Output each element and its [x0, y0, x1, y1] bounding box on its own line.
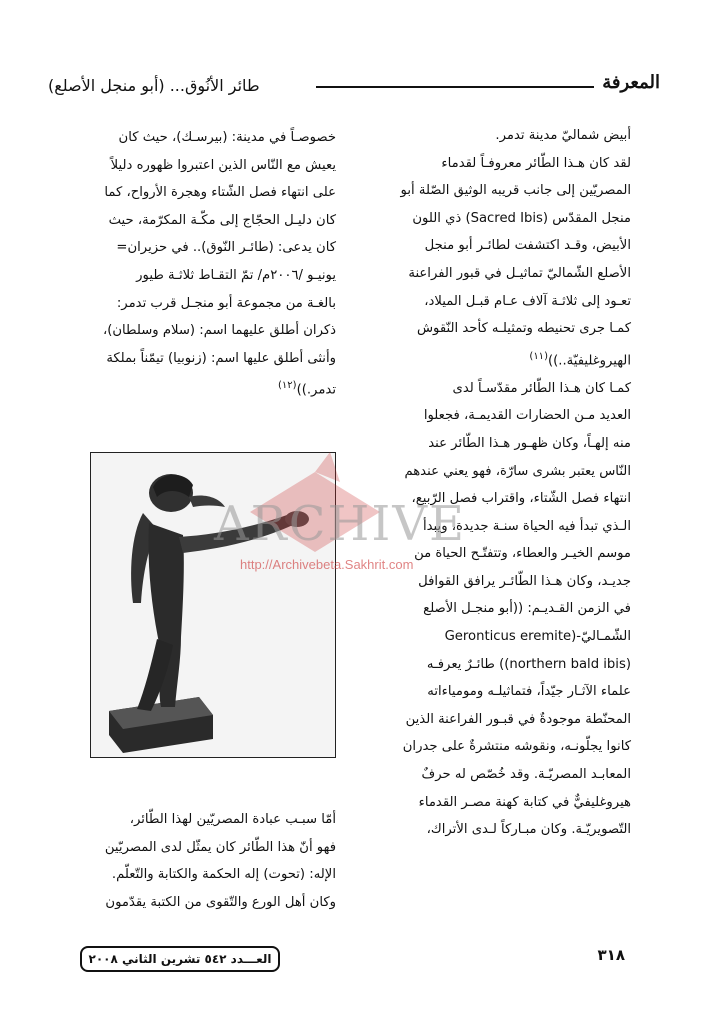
text-line: التّصويريّـة. وكان مبـاركاً لـدى الأتراك، [426, 822, 631, 838]
archive-watermark-url: http://Archivebeta.Sakhrit.com [240, 557, 414, 572]
text-line: يعيش مع النّاس الذين اعتبروا ظهوره دليلاً [110, 157, 336, 173]
text-line: لقد كان هـذا الطّائر معروفـاً لقدماء [441, 155, 631, 171]
text-line [393, 343, 631, 375]
text-line: انتهاء فصل الشّتاء، واقتراب فصل الرّبيع، [411, 491, 631, 507]
article-running-title: طائر الأنُوق... (أبو منجل الأصلع) [48, 76, 260, 95]
text-line: الأبيض، وقـد اكتشفت لطائـر أبو منجل [424, 238, 631, 254]
text-line: بالغـة من مجموعة أبو منجـل قرب تدمر: [116, 295, 336, 311]
text-line: منه إلهـاً، وكان ظهـور هـذا الطّائر عند [428, 435, 631, 451]
text-line: (northern bald ibis)) طائـرٌ يعرفـه [426, 656, 631, 672]
magazine-logo: المعرفة [602, 72, 660, 93]
text-line: في الزمن القـديـم: ((أبو منجـل الأصلع [423, 601, 631, 617]
text-line: المعابـد المصريّـة. وقد خُصّص له حرفٌ [421, 767, 631, 783]
right-column [393, 122, 631, 844]
text-line: الـذي تبدأ فيه الحياة سنـة جديدة، ويبدأ [422, 518, 631, 534]
text-line: النّاس يعتبر بشرى سارّة، فهو يعني عندهم [404, 463, 631, 479]
text-line: كمـا جرى تحنيطه وتمثيلـه كأحد النّقوش [416, 321, 631, 337]
text-line: أبيض شماليّ مدينة تدمر. [495, 128, 631, 143]
header-rule [316, 86, 594, 88]
left-column-bottom [92, 806, 336, 916]
text-line: كان دليـل الحجّاج إلى مكّـة المكرّمة، حيث [108, 212, 336, 228]
text-line: وأنثى أطلق عليها اسم: (زنوبيا) تيمّناً بملكة [106, 350, 336, 366]
text-line: هيروغليفيٌّ في كتابة كهنة مصـر القدماء [418, 794, 631, 810]
issue-footer: العـــدد ٥٤٢ تشرين الثاني ٢٠٠٨ [80, 946, 280, 972]
text-run: الهيروغليفيّة..)) [547, 353, 631, 369]
text-line: المحنّطة موجودةٌ في قبـور الفراعنة الذين [405, 711, 631, 727]
page-header [48, 66, 660, 112]
text-line: موسم الخيـر والعطاء، وتتفتّـح الحياة من [414, 546, 631, 562]
text-line: كمـا كان هـذا الطّائر مقدّسـاً لدى [452, 380, 631, 396]
text-line: الشّمـاليّ-(Geronticus eremite [444, 629, 631, 645]
text-line: الأصلع الشّماليّ تماثيـل في قبور الفراعنة [408, 265, 631, 281]
text-line: علماء الآثـار جيّداً، فتماثيلـه ومومياءاته [427, 684, 631, 700]
text-line: على انتهاء فصل الشّتاء وهجرة الأرواح، كما [104, 185, 336, 201]
text-line: وكان أهل الورع والتّقوى من الكتبة يقدّمون [105, 894, 336, 910]
text-run: تدمر.)) [296, 382, 336, 398]
text-line [92, 372, 336, 404]
left-column-top [92, 124, 336, 404]
text-line: الإله: (تحوت) إله الحكمة والكتابة والتّعلّم. [111, 867, 336, 883]
text-line: العديد مـن الحضارات القديمـة، فجعلوا [423, 408, 631, 424]
text-line: يونيـو /٢٠٠٦م/ تمّ التقـاط ثلاثـة طيور [136, 267, 336, 283]
archive-watermark-text: ARCHIVE [214, 496, 467, 552]
text-line: كان يدعى: (طائـر النّوق).. في حزيران= [116, 240, 336, 256]
text-line: أمّا سبـب عبادة المصريّين لهذا الطّائر، [129, 812, 336, 827]
text-line: فهو أنّ هذا الطّائر كان يمثّل لدى المصريّين [104, 839, 336, 855]
footnote-ref: (١٢) [278, 380, 297, 392]
footnote-ref: (١١) [529, 350, 548, 362]
text-line: المصريّين إلى جانب قريبه الوثيق الصّلة أبو [400, 183, 631, 199]
text-line: كانوا يجلّونـه، ونقوشه منتشرةٌ على جدران [402, 739, 631, 755]
text-line: ذكران أطلق عليهما اسم: (سلام وسلطان)، [102, 323, 336, 339]
text-line: تعـود إلى ثلاثـة آلاف عـام قبـل الميلاد، [424, 293, 631, 309]
text-line: جديـد، وكان هـذا الطّائـر يرافق القوافل [418, 573, 631, 589]
text-line: منجل المقدّس (Sacred Ibis) ذي اللون [412, 210, 631, 226]
text-line: خصوصـاً في مدينة: (بيرسـك)، حيث كان [118, 130, 336, 145]
page-number: ٣١٨ [597, 946, 625, 964]
